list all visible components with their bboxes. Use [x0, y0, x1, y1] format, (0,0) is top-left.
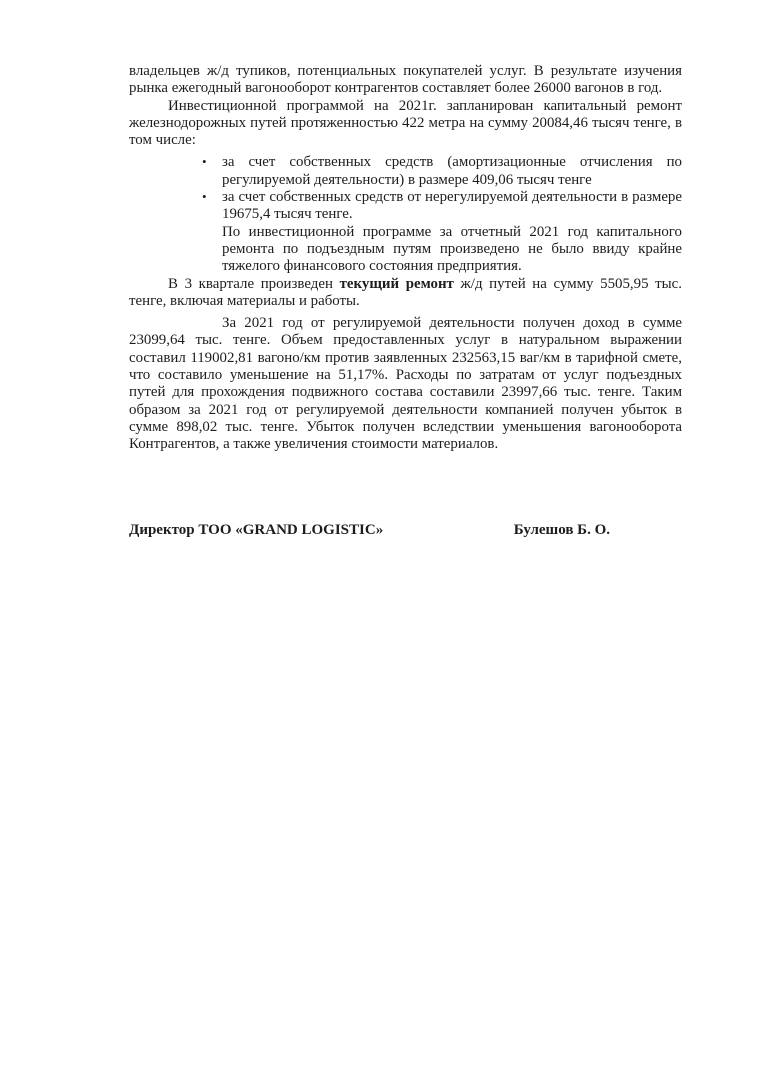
signature-name: Булешов Б. О.: [513, 522, 610, 538]
paragraph: [129, 98, 682, 150]
bullet-item: [202, 189, 682, 224]
paragraph: [222, 224, 682, 276]
paragraph: [129, 63, 682, 98]
bullet-icon: •: [202, 154, 207, 170]
text-run: За 2021 год от регулируемой деятельности получен доход в сумме 23099,64 тыс. тенге. Объем предоставленных услуг в натуральном выражении составил 119002,81 вагоно/км против заявленных 232563,15 ваг/км в тарифной смете, что составило уменьшение на 51,17%. Расходы по затратам от услуг подъездных путей для прохождения подвижного состава составили 23997,66 тыс. тенге. Таким образом за 2021 год от регулируемой деятельности компанией получен убыток в сумме 898,02 тыс. тенге. Убыток получен вследствии уменьшения вагонооборота Контрагентов, а также увеличения стоимости материалов.: [129, 315, 682, 453]
signature-title: Директор ТОО «GRAND LOGISTIC»: [129, 522, 384, 538]
text-run: владельцев ж/д тупиков, потенциальных покупателей услуг. В результате изучения рынка ежегодный вагонооборот контрагентов составляет более 26000 вагонов в год.: [129, 63, 682, 97]
bullet-item: [202, 154, 682, 189]
text-run: за счет собственных средств от нерегулируемой деятельности в размере 19675,4 тысяч тенге.: [222, 189, 682, 223]
signature-row: [129, 521, 610, 539]
bullet-icon: •: [202, 189, 207, 205]
paragraph: [129, 315, 682, 453]
paragraph: [129, 276, 682, 311]
text-run: По инвестиционной программе за отчетный 2021 год капитального ремонта по подъездным путям произведено не было ввиду крайне тяжелого финансового состояния предприятия.: [222, 223, 682, 275]
text-run: за счет собственных средств (амортизационные отчисления по регулируемой деятельности) в размере 409,06 тысяч тенге: [222, 154, 682, 188]
text-run: ж/д путей на сумму 5505,95 тыс. тенге, включая материалы и работы.: [129, 275, 683, 309]
text-run: Инвестиционной программой на 2021г. запланирован капитальный ремонт железнодорожных путей протяженностью 422 метра на сумму 20084,46 тысяч тенге, в том числе:: [129, 97, 682, 149]
text-run: В 3 квартале произведен: [168, 275, 340, 292]
bold-text-run: текущий ремонт: [339, 275, 454, 292]
document-body: [129, 63, 682, 454]
